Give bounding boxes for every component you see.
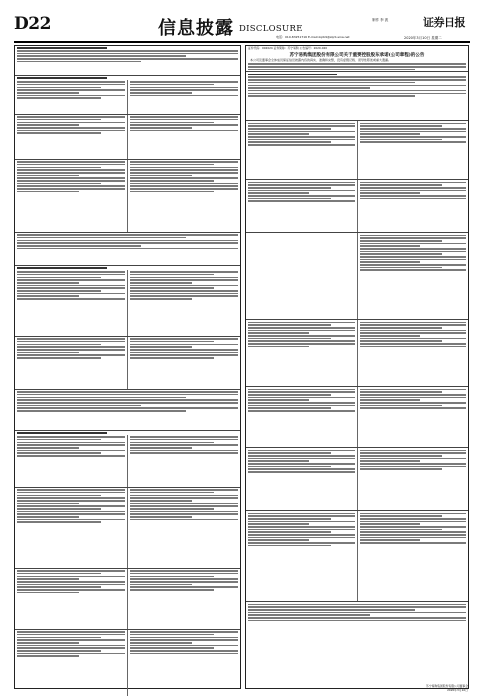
left-block-9 (15, 487, 240, 568)
left-block-7 (15, 389, 240, 430)
section-title-en: DISCLOSURE (239, 24, 303, 34)
left-column (14, 45, 241, 689)
left-block-11 (15, 629, 240, 696)
signature-date: 2020年3月10日 (447, 687, 468, 692)
right-block-1 (246, 71, 468, 120)
right-block-8 (246, 510, 468, 601)
left-block-10 (15, 568, 240, 629)
left-block-3 (15, 159, 240, 232)
left-block-4 (15, 232, 240, 265)
page-header (0, 0, 484, 42)
announcement-code-line: 证券代码：002024 证券简称：苏宁易购 公告编号：2020-020 (248, 46, 328, 50)
right-column (245, 45, 469, 687)
board-statement: 本公司及董事会全体成员保证信息披露内容的真实、准确和完整，没有虚假记载、误导性陈述或重大遗漏。 (250, 58, 392, 63)
right-block-5 (246, 319, 468, 386)
section-title-cn: 信息披露 (158, 18, 234, 39)
left-block-6 (15, 336, 240, 389)
contact-info: 电话：010-83251716 E-mail:zqrb9@zqrb.sina.net (276, 35, 350, 39)
announcement-block (245, 45, 469, 689)
right-block-7 (246, 447, 468, 510)
right-block-2 (246, 120, 468, 179)
right-block-4 (246, 232, 468, 319)
right-block-9 (246, 601, 468, 646)
announcement-title: 苏宁易购集团股份有限公司关于重要控股股东承诺(公司章程)的公告 (289, 53, 425, 59)
right-block-3 (246, 179, 468, 232)
signature-company: 苏宁易购集团股份有限公司董事会 (426, 684, 468, 688)
left-block-1 (15, 75, 240, 114)
announcement-signature (426, 685, 468, 692)
left-block-2 (15, 114, 240, 159)
newspaper-logo: 证券日报 (423, 16, 465, 29)
issue-date: 2020年3月10日 星期二 (404, 36, 442, 40)
header-rule (14, 41, 470, 43)
page-number: D22 (14, 14, 51, 34)
right-block-6 (246, 386, 468, 447)
left-block-8 (15, 430, 240, 487)
left-intro-block (15, 47, 240, 75)
left-block-5 (15, 265, 240, 336)
editor-credit: 制作 李 波 (372, 18, 389, 22)
